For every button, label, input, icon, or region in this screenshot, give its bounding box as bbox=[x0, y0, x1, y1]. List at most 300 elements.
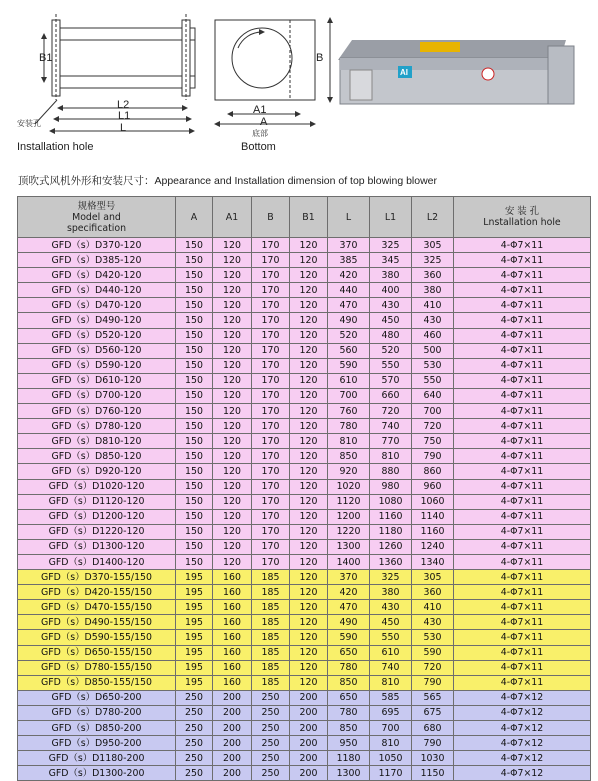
cell-b: 170 bbox=[252, 268, 290, 283]
label-l2: L2 bbox=[117, 99, 130, 111]
cell-b: 170 bbox=[252, 313, 290, 328]
cell-a1: 120 bbox=[213, 298, 252, 313]
cell-l: 780 bbox=[328, 660, 370, 675]
cell-b: 250 bbox=[252, 766, 290, 781]
cell-hole: 4-Φ7×11 bbox=[454, 283, 591, 298]
cell-l1: 325 bbox=[370, 570, 412, 585]
cell-l: 385 bbox=[328, 253, 370, 268]
cell-b1: 120 bbox=[290, 434, 328, 449]
cell-model: GFD（s）D470-120 bbox=[18, 298, 176, 313]
cell-model: GFD（s）D850-200 bbox=[18, 721, 176, 736]
cell-b1: 120 bbox=[290, 449, 328, 464]
cell-b: 185 bbox=[252, 585, 290, 600]
cell-b: 170 bbox=[252, 388, 290, 403]
cell-b1: 120 bbox=[290, 388, 328, 403]
cell-hole: 4-Φ7×11 bbox=[454, 298, 591, 313]
table-row bbox=[18, 404, 591, 419]
cell-model: GFD（s）D560-120 bbox=[18, 343, 176, 358]
cell-a: 250 bbox=[176, 705, 213, 720]
cell-a: 195 bbox=[176, 630, 213, 645]
cell-a1: 120 bbox=[213, 464, 252, 479]
table-row bbox=[18, 736, 591, 751]
table-body bbox=[18, 238, 591, 781]
cell-a: 195 bbox=[176, 645, 213, 660]
table-row bbox=[18, 328, 591, 343]
cell-l: 920 bbox=[328, 464, 370, 479]
header-l2: L2 bbox=[412, 197, 454, 238]
cell-model: GFD（s）D1220-120 bbox=[18, 524, 176, 539]
cell-a1: 120 bbox=[213, 539, 252, 554]
cell-a: 150 bbox=[176, 238, 213, 253]
cell-b: 170 bbox=[252, 494, 290, 509]
cell-a: 250 bbox=[176, 690, 213, 705]
table-row bbox=[18, 253, 591, 268]
cell-b1: 200 bbox=[290, 766, 328, 781]
cell-b1: 120 bbox=[290, 479, 328, 494]
cell-b: 250 bbox=[252, 721, 290, 736]
cell-b1: 200 bbox=[290, 721, 328, 736]
cell-b: 170 bbox=[252, 358, 290, 373]
cell-hole: 4-Φ7×11 bbox=[454, 358, 591, 373]
cell-a: 195 bbox=[176, 615, 213, 630]
cell-l1: 1080 bbox=[370, 494, 412, 509]
table-row bbox=[18, 751, 591, 766]
cell-l: 1300 bbox=[328, 766, 370, 781]
cell-b1: 200 bbox=[290, 736, 328, 751]
cell-b1: 120 bbox=[290, 554, 328, 569]
cell-l: 420 bbox=[328, 268, 370, 283]
dimension-table bbox=[17, 196, 591, 781]
cell-model: GFD（s）D780-200 bbox=[18, 705, 176, 720]
cell-model: GFD（s）D1180-200 bbox=[18, 751, 176, 766]
table-row bbox=[18, 373, 591, 388]
cell-a: 150 bbox=[176, 434, 213, 449]
cell-a: 150 bbox=[176, 494, 213, 509]
table-row bbox=[18, 268, 591, 283]
cell-b1: 120 bbox=[290, 328, 328, 343]
cell-hole: 4-Φ7×12 bbox=[454, 766, 591, 781]
cell-a: 150 bbox=[176, 419, 213, 434]
cell-l2: 720 bbox=[412, 419, 454, 434]
cell-hole: 4-Φ7×11 bbox=[454, 570, 591, 585]
table-row bbox=[18, 388, 591, 403]
cell-model: GFD（s）D440-120 bbox=[18, 283, 176, 298]
label-l1: L1 bbox=[118, 110, 131, 122]
cell-hole: 4-Φ7×11 bbox=[454, 434, 591, 449]
cell-b: 170 bbox=[252, 539, 290, 554]
cell-a1: 120 bbox=[213, 253, 252, 268]
cell-l2: 410 bbox=[412, 298, 454, 313]
cell-l: 760 bbox=[328, 404, 370, 419]
cell-model: GFD（s）D780-120 bbox=[18, 419, 176, 434]
cell-l1: 610 bbox=[370, 645, 412, 660]
table-row bbox=[18, 419, 591, 434]
cell-l1: 520 bbox=[370, 343, 412, 358]
cell-model: GFD（s）D1300-200 bbox=[18, 766, 176, 781]
cell-l: 1400 bbox=[328, 554, 370, 569]
cell-a: 150 bbox=[176, 343, 213, 358]
cell-hole: 4-Φ7×11 bbox=[454, 343, 591, 358]
cell-hole: 4-Φ7×11 bbox=[454, 554, 591, 569]
cell-b1: 120 bbox=[290, 298, 328, 313]
cell-l: 440 bbox=[328, 283, 370, 298]
cell-l2: 1240 bbox=[412, 539, 454, 554]
table-row bbox=[18, 358, 591, 373]
cell-l1: 810 bbox=[370, 736, 412, 751]
label-bottom-cn: 底部 bbox=[252, 129, 268, 138]
cell-hole: 4-Φ7×11 bbox=[454, 660, 591, 675]
header-model-en1: Model and bbox=[72, 211, 121, 223]
cell-a1: 120 bbox=[213, 479, 252, 494]
table-row bbox=[18, 766, 591, 781]
cell-l1: 695 bbox=[370, 705, 412, 720]
cell-b1: 120 bbox=[290, 494, 328, 509]
cell-l1: 980 bbox=[370, 479, 412, 494]
cell-model: GFD（s）D1120-120 bbox=[18, 494, 176, 509]
cell-a: 150 bbox=[176, 449, 213, 464]
cell-hole: 4-Φ7×11 bbox=[454, 419, 591, 434]
cell-a: 195 bbox=[176, 660, 213, 675]
cell-a1: 120 bbox=[213, 494, 252, 509]
cell-l1: 740 bbox=[370, 660, 412, 675]
cell-l: 850 bbox=[328, 449, 370, 464]
cell-a1: 200 bbox=[213, 690, 252, 705]
cell-hole: 4-Φ7×12 bbox=[454, 690, 591, 705]
caption-installation-hole: Installation hole bbox=[17, 141, 94, 153]
cell-hole: 4-Φ7×12 bbox=[454, 736, 591, 751]
table-row bbox=[18, 615, 591, 630]
cell-hole: 4-Φ7×11 bbox=[454, 524, 591, 539]
cell-a: 195 bbox=[176, 585, 213, 600]
header-hole-en: Lnstallation hole bbox=[483, 217, 561, 228]
cell-b: 170 bbox=[252, 554, 290, 569]
cell-a1: 120 bbox=[213, 373, 252, 388]
cell-l1: 700 bbox=[370, 721, 412, 736]
cell-b1: 120 bbox=[290, 630, 328, 645]
cell-l: 810 bbox=[328, 434, 370, 449]
cell-a1: 200 bbox=[213, 736, 252, 751]
cell-hole: 4-Φ7×11 bbox=[454, 615, 591, 630]
cell-model: GFD（s）D610-120 bbox=[18, 373, 176, 388]
cell-l1: 880 bbox=[370, 464, 412, 479]
cell-b1: 120 bbox=[290, 645, 328, 660]
cell-l: 850 bbox=[328, 675, 370, 690]
table-row bbox=[18, 464, 591, 479]
cell-hole: 4-Φ7×11 bbox=[454, 328, 591, 343]
cell-l: 590 bbox=[328, 630, 370, 645]
cell-a: 150 bbox=[176, 464, 213, 479]
cell-b1: 120 bbox=[290, 539, 328, 554]
table-row bbox=[18, 298, 591, 313]
cell-l1: 345 bbox=[370, 253, 412, 268]
cell-model: GFD（s）D1200-120 bbox=[18, 509, 176, 524]
cell-model: GFD（s）D590-155/150 bbox=[18, 630, 176, 645]
cell-a1: 120 bbox=[213, 238, 252, 253]
cell-l2: 565 bbox=[412, 690, 454, 705]
cell-l1: 400 bbox=[370, 283, 412, 298]
cell-a1: 120 bbox=[213, 554, 252, 569]
blower-photo bbox=[338, 40, 574, 104]
cell-a1: 160 bbox=[213, 600, 252, 615]
cell-hole: 4-Φ7×11 bbox=[454, 539, 591, 554]
cell-model: GFD（s）D370-120 bbox=[18, 238, 176, 253]
cell-hole: 4-Φ7×11 bbox=[454, 238, 591, 253]
cell-l: 850 bbox=[328, 721, 370, 736]
cell-l: 650 bbox=[328, 690, 370, 705]
cell-l1: 1170 bbox=[370, 766, 412, 781]
cell-a: 150 bbox=[176, 328, 213, 343]
cell-a1: 160 bbox=[213, 630, 252, 645]
cell-l1: 450 bbox=[370, 313, 412, 328]
cell-l1: 570 bbox=[370, 373, 412, 388]
cell-l1: 325 bbox=[370, 238, 412, 253]
cell-model: GFD（s）D1020-120 bbox=[18, 479, 176, 494]
header-model-cn: 规格型号 bbox=[77, 200, 116, 212]
technical-drawing bbox=[0, 0, 598, 160]
cell-a: 150 bbox=[176, 313, 213, 328]
cell-b: 170 bbox=[252, 343, 290, 358]
cell-b: 170 bbox=[252, 464, 290, 479]
label-l: L bbox=[120, 122, 127, 134]
cell-b1: 120 bbox=[290, 404, 328, 419]
header-model-en2: specification bbox=[66, 222, 127, 234]
cell-b: 170 bbox=[252, 283, 290, 298]
cell-l1: 430 bbox=[370, 600, 412, 615]
photo-badge: AI bbox=[400, 68, 408, 77]
table-row bbox=[18, 600, 591, 615]
cell-a1: 160 bbox=[213, 570, 252, 585]
cell-l1: 1360 bbox=[370, 554, 412, 569]
cell-l: 470 bbox=[328, 298, 370, 313]
table-row bbox=[18, 283, 591, 298]
cell-b: 250 bbox=[252, 690, 290, 705]
cell-b: 170 bbox=[252, 328, 290, 343]
table-row bbox=[18, 238, 591, 253]
cell-hole: 4-Φ7×11 bbox=[454, 449, 591, 464]
cell-a1: 200 bbox=[213, 705, 252, 720]
cell-b: 170 bbox=[252, 509, 290, 524]
cell-hole: 4-Φ7×11 bbox=[454, 404, 591, 419]
cell-a1: 120 bbox=[213, 509, 252, 524]
cell-l2: 460 bbox=[412, 328, 454, 343]
cell-hole: 4-Φ7×12 bbox=[454, 751, 591, 766]
cell-b: 170 bbox=[252, 298, 290, 313]
cell-b1: 120 bbox=[290, 585, 328, 600]
table-row bbox=[18, 645, 591, 660]
cell-l2: 430 bbox=[412, 313, 454, 328]
cell-a1: 120 bbox=[213, 404, 252, 419]
cell-b: 185 bbox=[252, 600, 290, 615]
header-b1: B1 bbox=[290, 197, 328, 238]
cell-a1: 200 bbox=[213, 766, 252, 781]
cell-a1: 120 bbox=[213, 343, 252, 358]
cell-l1: 1260 bbox=[370, 539, 412, 554]
table-row bbox=[18, 705, 591, 720]
cell-b1: 120 bbox=[290, 675, 328, 690]
cell-a1: 160 bbox=[213, 645, 252, 660]
cell-b: 250 bbox=[252, 705, 290, 720]
cell-hole: 4-Φ7×11 bbox=[454, 645, 591, 660]
cell-l1: 480 bbox=[370, 328, 412, 343]
cell-l2: 790 bbox=[412, 736, 454, 751]
cell-l: 470 bbox=[328, 600, 370, 615]
label-a1: A1 bbox=[253, 104, 267, 116]
cell-a: 195 bbox=[176, 570, 213, 585]
cell-l: 490 bbox=[328, 313, 370, 328]
cell-b1: 120 bbox=[290, 419, 328, 434]
cell-l: 1200 bbox=[328, 509, 370, 524]
header-a: A bbox=[176, 197, 213, 238]
cell-b: 185 bbox=[252, 570, 290, 585]
cell-a: 150 bbox=[176, 509, 213, 524]
cell-l2: 640 bbox=[412, 388, 454, 403]
cell-l: 370 bbox=[328, 570, 370, 585]
cell-l: 650 bbox=[328, 645, 370, 660]
cell-a1: 200 bbox=[213, 751, 252, 766]
cell-a1: 120 bbox=[213, 434, 252, 449]
cell-l2: 590 bbox=[412, 645, 454, 660]
cell-hole: 4-Φ7×12 bbox=[454, 705, 591, 720]
bottom-view-drawing bbox=[215, 20, 330, 124]
cell-b1: 120 bbox=[290, 373, 328, 388]
table-row bbox=[18, 524, 591, 539]
cell-b: 170 bbox=[252, 449, 290, 464]
cell-l2: 410 bbox=[412, 600, 454, 615]
cell-hole: 4-Φ7×11 bbox=[454, 494, 591, 509]
table-row bbox=[18, 690, 591, 705]
cell-b1: 120 bbox=[290, 238, 328, 253]
cell-hole: 4-Φ7×11 bbox=[454, 509, 591, 524]
cell-b1: 120 bbox=[290, 464, 328, 479]
cell-hole: 4-Φ7×11 bbox=[454, 268, 591, 283]
cell-b1: 120 bbox=[290, 615, 328, 630]
section-heading: 顶吹式风机外形和安装尺寸：Appearance and Installation dimension of top blowing blower bbox=[18, 175, 438, 187]
table-row bbox=[18, 479, 591, 494]
cell-b: 185 bbox=[252, 645, 290, 660]
cell-l: 490 bbox=[328, 615, 370, 630]
cell-model: GFD（s）D520-120 bbox=[18, 328, 176, 343]
cell-l1: 770 bbox=[370, 434, 412, 449]
cell-b: 185 bbox=[252, 615, 290, 630]
cell-a1: 120 bbox=[213, 268, 252, 283]
header-l: L bbox=[328, 197, 370, 238]
cell-b: 170 bbox=[252, 419, 290, 434]
table-row bbox=[18, 585, 591, 600]
cell-a: 250 bbox=[176, 721, 213, 736]
cell-b1: 120 bbox=[290, 313, 328, 328]
cell-b1: 120 bbox=[290, 509, 328, 524]
cell-model: GFD（s）D490-155/150 bbox=[18, 615, 176, 630]
cell-b1: 200 bbox=[290, 690, 328, 705]
cell-model: GFD（s）D700-120 bbox=[18, 388, 176, 403]
header-a1: A1 bbox=[213, 197, 252, 238]
cell-l1: 660 bbox=[370, 388, 412, 403]
table-row bbox=[18, 449, 591, 464]
cell-a: 150 bbox=[176, 283, 213, 298]
cell-model: GFD（s）D1300-120 bbox=[18, 539, 176, 554]
cell-l2: 720 bbox=[412, 660, 454, 675]
cell-l: 1220 bbox=[328, 524, 370, 539]
cell-model: GFD（s）D1400-120 bbox=[18, 554, 176, 569]
cell-a: 150 bbox=[176, 554, 213, 569]
cell-l: 1120 bbox=[328, 494, 370, 509]
cell-a1: 160 bbox=[213, 615, 252, 630]
cell-l2: 790 bbox=[412, 449, 454, 464]
label-b1: B1 bbox=[39, 52, 53, 64]
cell-a: 150 bbox=[176, 524, 213, 539]
cell-l: 950 bbox=[328, 736, 370, 751]
cell-l1: 550 bbox=[370, 358, 412, 373]
table-row bbox=[18, 660, 591, 675]
cell-b1: 120 bbox=[290, 268, 328, 283]
cell-l: 1300 bbox=[328, 539, 370, 554]
cell-model: GFD（s）D950-200 bbox=[18, 736, 176, 751]
label-mount-hole-cn: 安装孔 bbox=[17, 119, 41, 128]
cell-a: 150 bbox=[176, 298, 213, 313]
cell-model: GFD（s）D420-155/150 bbox=[18, 585, 176, 600]
cell-model: GFD（s）D420-120 bbox=[18, 268, 176, 283]
cell-a1: 160 bbox=[213, 675, 252, 690]
cell-l: 370 bbox=[328, 238, 370, 253]
header-l1: L1 bbox=[370, 197, 412, 238]
cell-b: 170 bbox=[252, 238, 290, 253]
label-a: A bbox=[260, 116, 268, 128]
cell-model: GFD（s）D810-120 bbox=[18, 434, 176, 449]
cell-l2: 530 bbox=[412, 358, 454, 373]
cell-l: 560 bbox=[328, 343, 370, 358]
caption-bottom: Bottom bbox=[241, 141, 276, 153]
cell-a: 150 bbox=[176, 539, 213, 554]
cell-l2: 1030 bbox=[412, 751, 454, 766]
cell-l2: 1340 bbox=[412, 554, 454, 569]
cell-a1: 120 bbox=[213, 419, 252, 434]
cell-l2: 380 bbox=[412, 283, 454, 298]
cell-l: 780 bbox=[328, 419, 370, 434]
cell-model: GFD（s）D650-200 bbox=[18, 690, 176, 705]
cell-a1: 120 bbox=[213, 313, 252, 328]
cell-model: GFD（s）D650-155/150 bbox=[18, 645, 176, 660]
cell-hole: 4-Φ7×11 bbox=[454, 464, 591, 479]
cell-l2: 680 bbox=[412, 721, 454, 736]
cell-b1: 200 bbox=[290, 751, 328, 766]
cell-b: 250 bbox=[252, 736, 290, 751]
cell-l2: 305 bbox=[412, 238, 454, 253]
cell-l2: 960 bbox=[412, 479, 454, 494]
cell-l2: 430 bbox=[412, 615, 454, 630]
cell-hole: 4-Φ7×11 bbox=[454, 388, 591, 403]
cell-a: 150 bbox=[176, 373, 213, 388]
cell-l: 1020 bbox=[328, 479, 370, 494]
table-row bbox=[18, 343, 591, 358]
table-row bbox=[18, 675, 591, 690]
cell-l: 1180 bbox=[328, 751, 370, 766]
cell-l2: 305 bbox=[412, 570, 454, 585]
cell-model: GFD（s）D590-120 bbox=[18, 358, 176, 373]
cell-b1: 120 bbox=[290, 524, 328, 539]
cell-l2: 790 bbox=[412, 675, 454, 690]
cell-b1: 120 bbox=[290, 570, 328, 585]
cell-hole: 4-Φ7×11 bbox=[454, 253, 591, 268]
cell-l2: 860 bbox=[412, 464, 454, 479]
header-hole-cn: 安 装 孔 bbox=[504, 206, 540, 217]
cell-b1: 200 bbox=[290, 705, 328, 720]
table-row bbox=[18, 313, 591, 328]
cell-l2: 1150 bbox=[412, 766, 454, 781]
table-row bbox=[18, 434, 591, 449]
cell-model: GFD（s）D780-155/150 bbox=[18, 660, 176, 675]
cell-l1: 550 bbox=[370, 630, 412, 645]
cell-l: 780 bbox=[328, 705, 370, 720]
